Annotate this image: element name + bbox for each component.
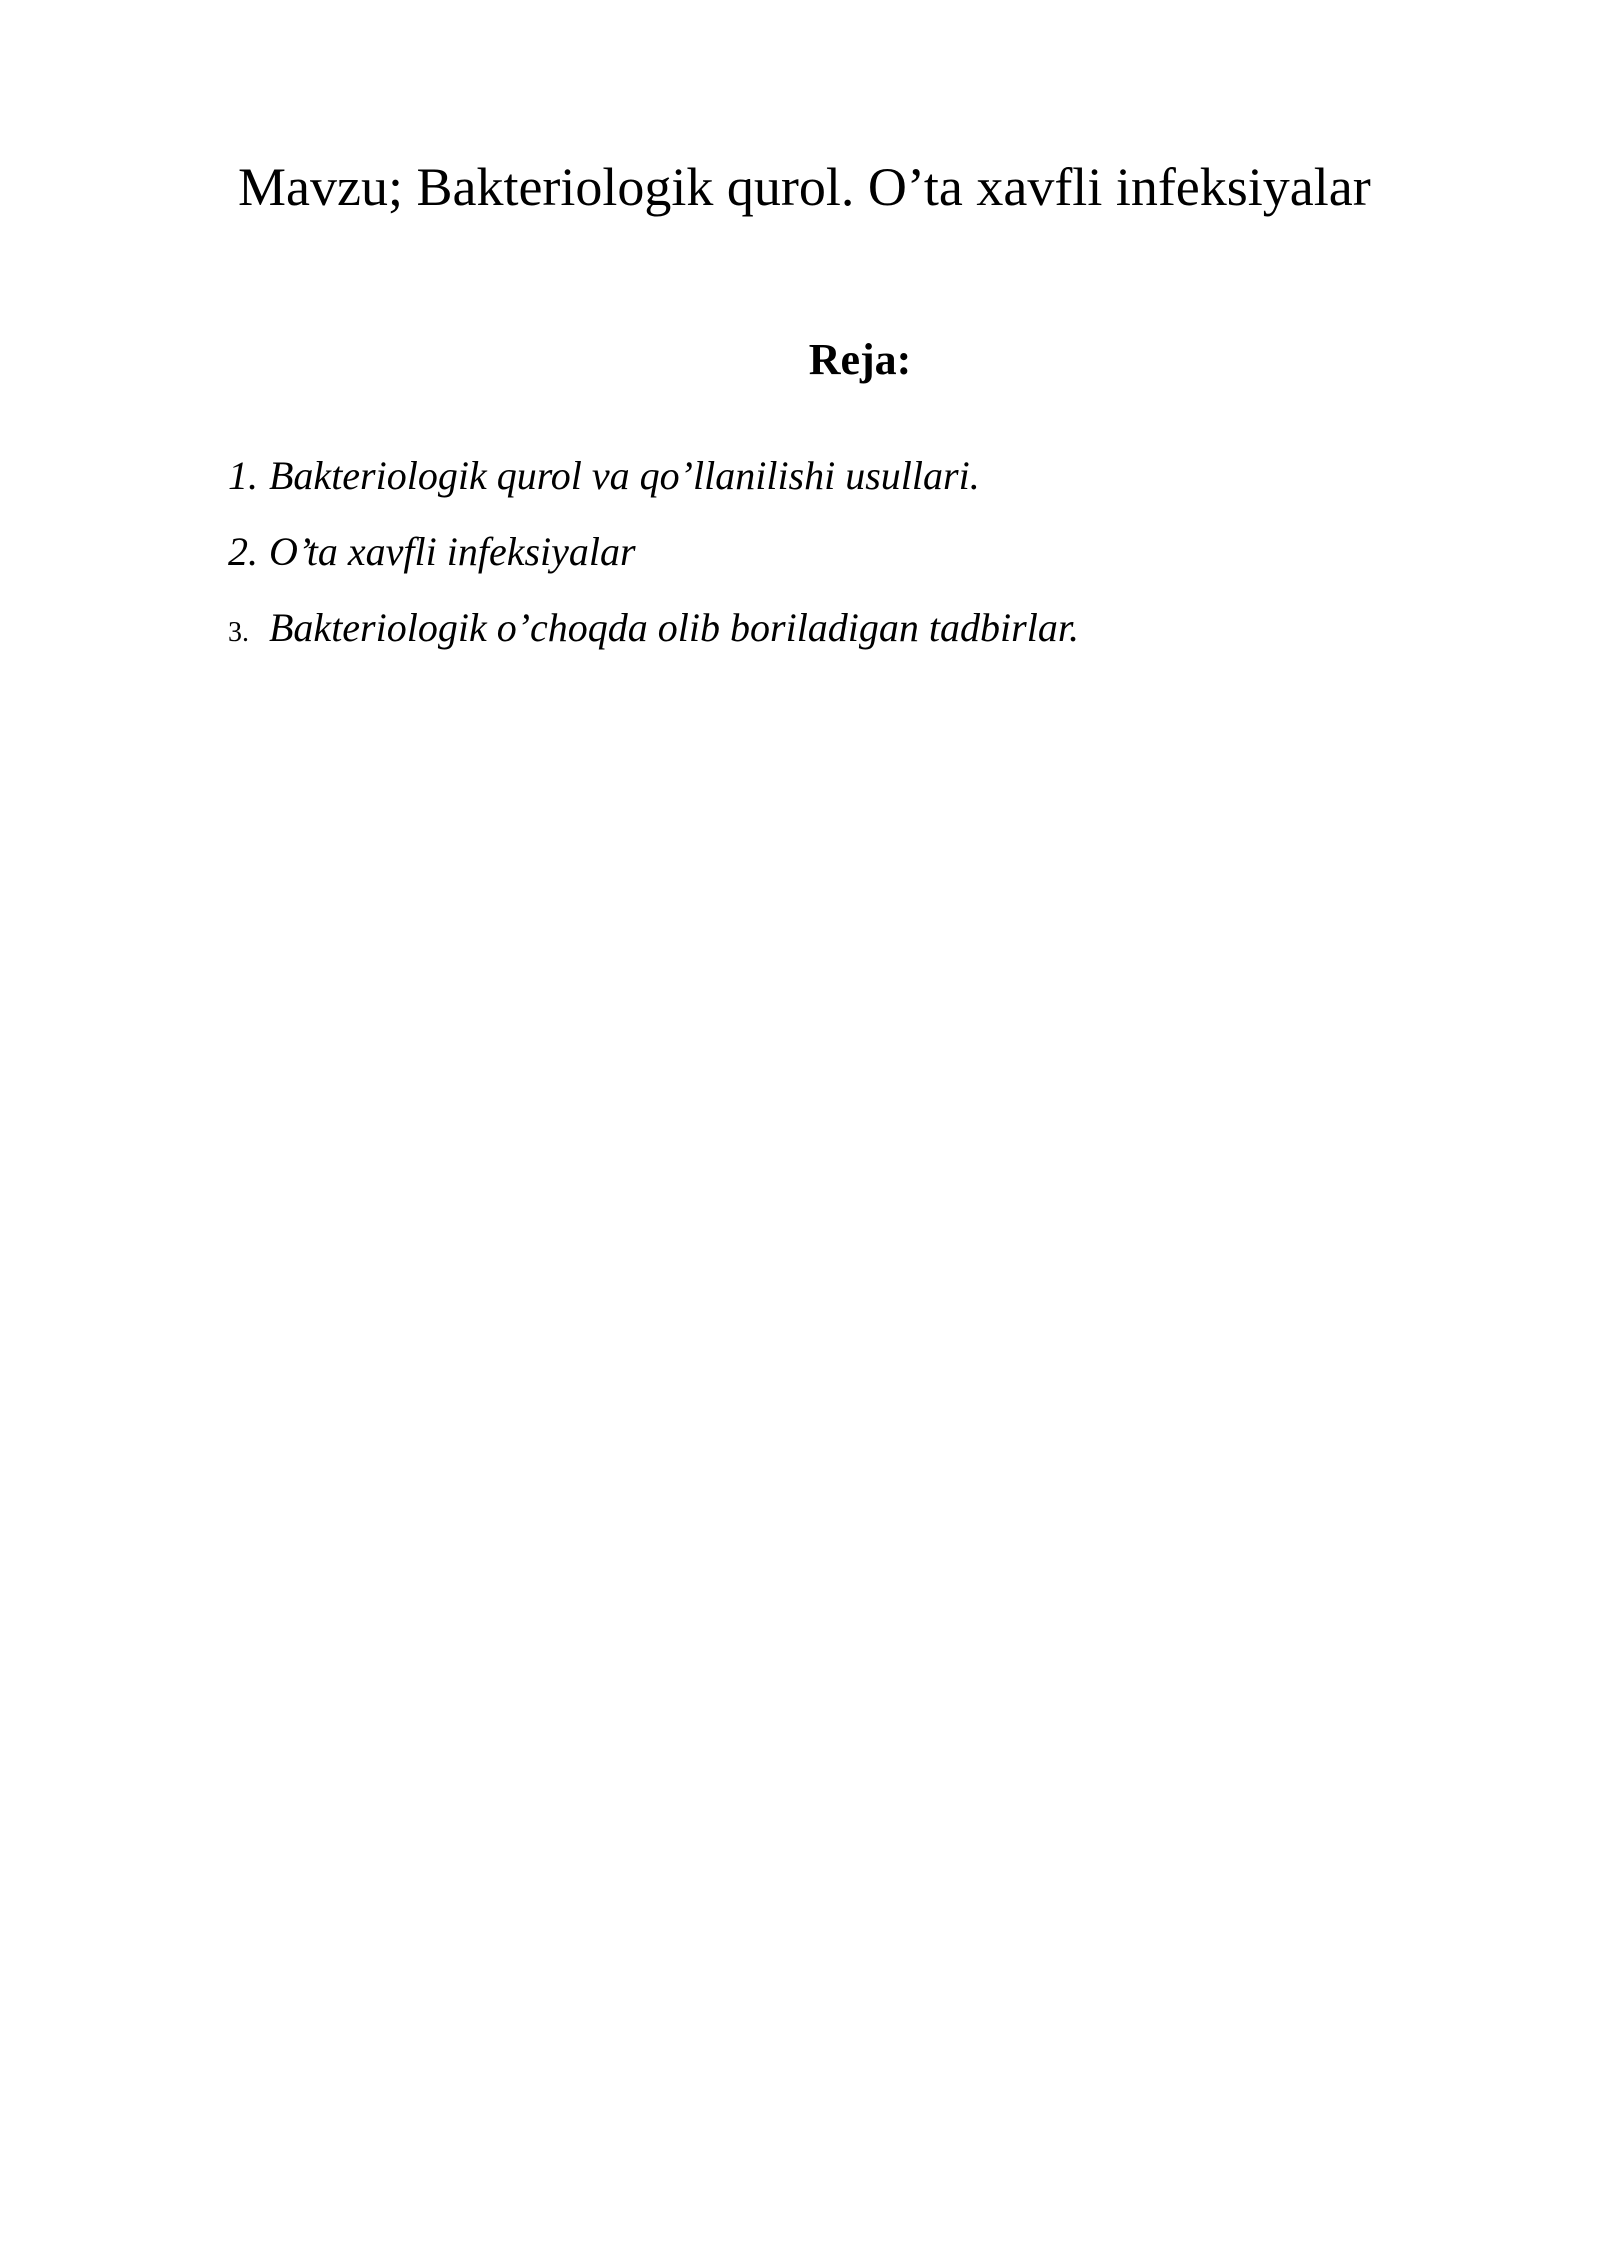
plan-item-text: Bakteriologik o’choqda olib boriladigan tadbirlar. [269, 605, 1079, 650]
document-title: Mavzu; Bakteriologik qurol. O’ta xavfli infeksiyalar [238, 157, 1371, 217]
plan-item-number: 1. [228, 453, 258, 498]
plan-item-text: O’ta xavfli infeksiyalar [269, 529, 636, 574]
plan-item [228, 598, 1079, 674]
plan-item-text: Bakteriologik qurol va qo’llanilishi usullari. [269, 453, 980, 498]
plan-item-number: 3. [228, 617, 249, 648]
plan-item [228, 446, 1079, 522]
plan-list [228, 446, 1079, 674]
plan-heading: Reja: [808, 335, 912, 384]
plan-item-number: 2. [228, 529, 258, 574]
plan-item [228, 522, 1079, 598]
